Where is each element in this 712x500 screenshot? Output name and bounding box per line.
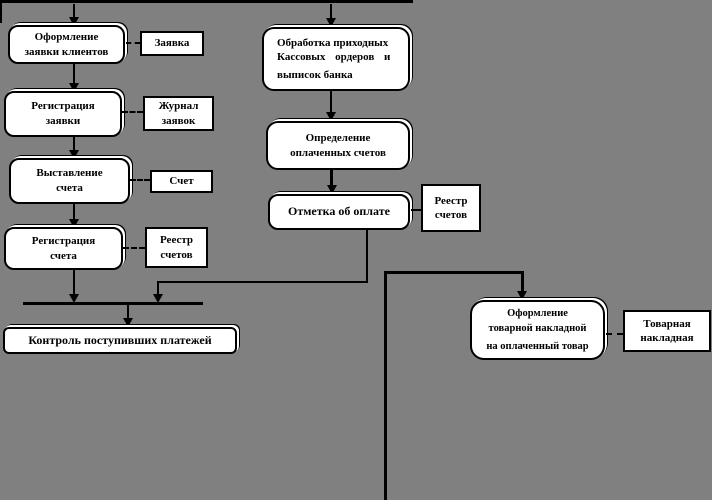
connector-node3-node4 [73, 204, 75, 220]
doc-text-line: Реестр [159, 234, 193, 247]
node-otmetka-ob-oplate [268, 194, 410, 230]
doc-text-line: счетов [160, 248, 193, 261]
node-text-line: оплаченных счетов [290, 146, 386, 159]
node-text-line: Кассовых ордеров и [277, 51, 391, 64]
connector-dash-reestr-2 [411, 209, 421, 211]
connector-dash-reestr [123, 247, 145, 249]
connector-pipe-vertical [384, 271, 387, 500]
connector-otmetka-horizontal [157, 281, 368, 283]
doc-text-line: Товарная [643, 317, 691, 330]
node-text-line: заявки [45, 115, 81, 127]
arrowhead-nakladnaya [517, 291, 527, 300]
connector-pipe-to-nakladnaya [521, 271, 524, 292]
node-oformlenie-zayavki-klientov [8, 25, 125, 64]
node-text-line: Обработка приходных [277, 36, 389, 49]
connector-opredelenie-otmetka [330, 170, 333, 186]
node-text-line: выписок банка [277, 68, 353, 81]
doc-text-line: счетов [434, 209, 468, 221]
node-text-line: Оформление [34, 30, 99, 43]
node-registraciya-zayavki [4, 91, 122, 137]
node-text-line: заявки клиентов [24, 45, 109, 58]
doc-schet [150, 170, 213, 193]
doc-text-line: накладная [640, 332, 694, 344]
node-oformlenie-nakladnoj [470, 300, 605, 360]
node-text-line: Оформление [507, 308, 568, 320]
doc-reestr-schetov [145, 227, 208, 268]
node-text-line: Отметка об оплате [288, 204, 390, 219]
doc-text-line: Заявка [154, 37, 190, 50]
connector-dash-tovarnaya [606, 333, 623, 335]
connector-pipe-horizontal [384, 271, 524, 274]
connector-dash-zayavka [126, 42, 140, 44]
connector-top-line [0, 0, 413, 3]
doc-text-line: Реестр [434, 194, 468, 207]
doc-tovarnaya-nakladnaya [623, 310, 711, 352]
connector-top-left-stub [0, 0, 10, 2]
node-kontrol-platezhej [3, 327, 237, 354]
node-text-line: Регистрация [31, 234, 96, 247]
connector-bar-control [127, 305, 129, 319]
doc-text-line: заявок [161, 114, 196, 127]
node-text-line: счета [56, 182, 83, 194]
doc-zhurnal-zayavok [143, 96, 214, 131]
node-opredelenie-schetov [266, 121, 410, 170]
connector-node1-node2 [73, 64, 75, 84]
doc-reestr-schetov-2 [421, 184, 481, 232]
connector-otmetka-down [366, 230, 368, 283]
connector-node2-node3 [73, 137, 75, 151]
node-text-line: Регистрация [31, 100, 95, 113]
connector-top-to-obrabotka [330, 4, 332, 19]
arrowhead-opredelenie [326, 112, 336, 121]
connector-node4-bar [73, 270, 75, 295]
connector-dash-schet [130, 179, 150, 181]
arrowhead-control [123, 318, 133, 327]
node-registraciya-scheta [4, 227, 123, 270]
node-text-line: счета [50, 249, 77, 262]
connector-dash-zhurnal [122, 111, 143, 113]
node-text-line: Контроль поступивших платежей [28, 332, 212, 347]
node-text-line: Выставление [36, 167, 103, 180]
doc-zayavka [140, 31, 204, 56]
connector-obrabotka-opredelenie [330, 91, 332, 113]
node-vystavlenie-scheta [9, 158, 130, 204]
connector-merge-bar [23, 302, 203, 305]
node-text-line: товарной накладной [488, 323, 587, 335]
arrowhead-otmetka [327, 185, 337, 194]
arrowhead-bar-right [153, 294, 163, 303]
arrowhead-obrabotka [326, 18, 336, 27]
node-obrabotka-orderov [262, 27, 410, 91]
node-text-line: на оплаченный товар [486, 340, 589, 352]
connector-top-left-edge [0, 0, 2, 23]
node-text-line: Определение [305, 131, 371, 144]
doc-text-line: Журнал [158, 100, 199, 113]
doc-text-line: Счет [169, 175, 194, 188]
connector-top-to-node1 [73, 4, 75, 18]
